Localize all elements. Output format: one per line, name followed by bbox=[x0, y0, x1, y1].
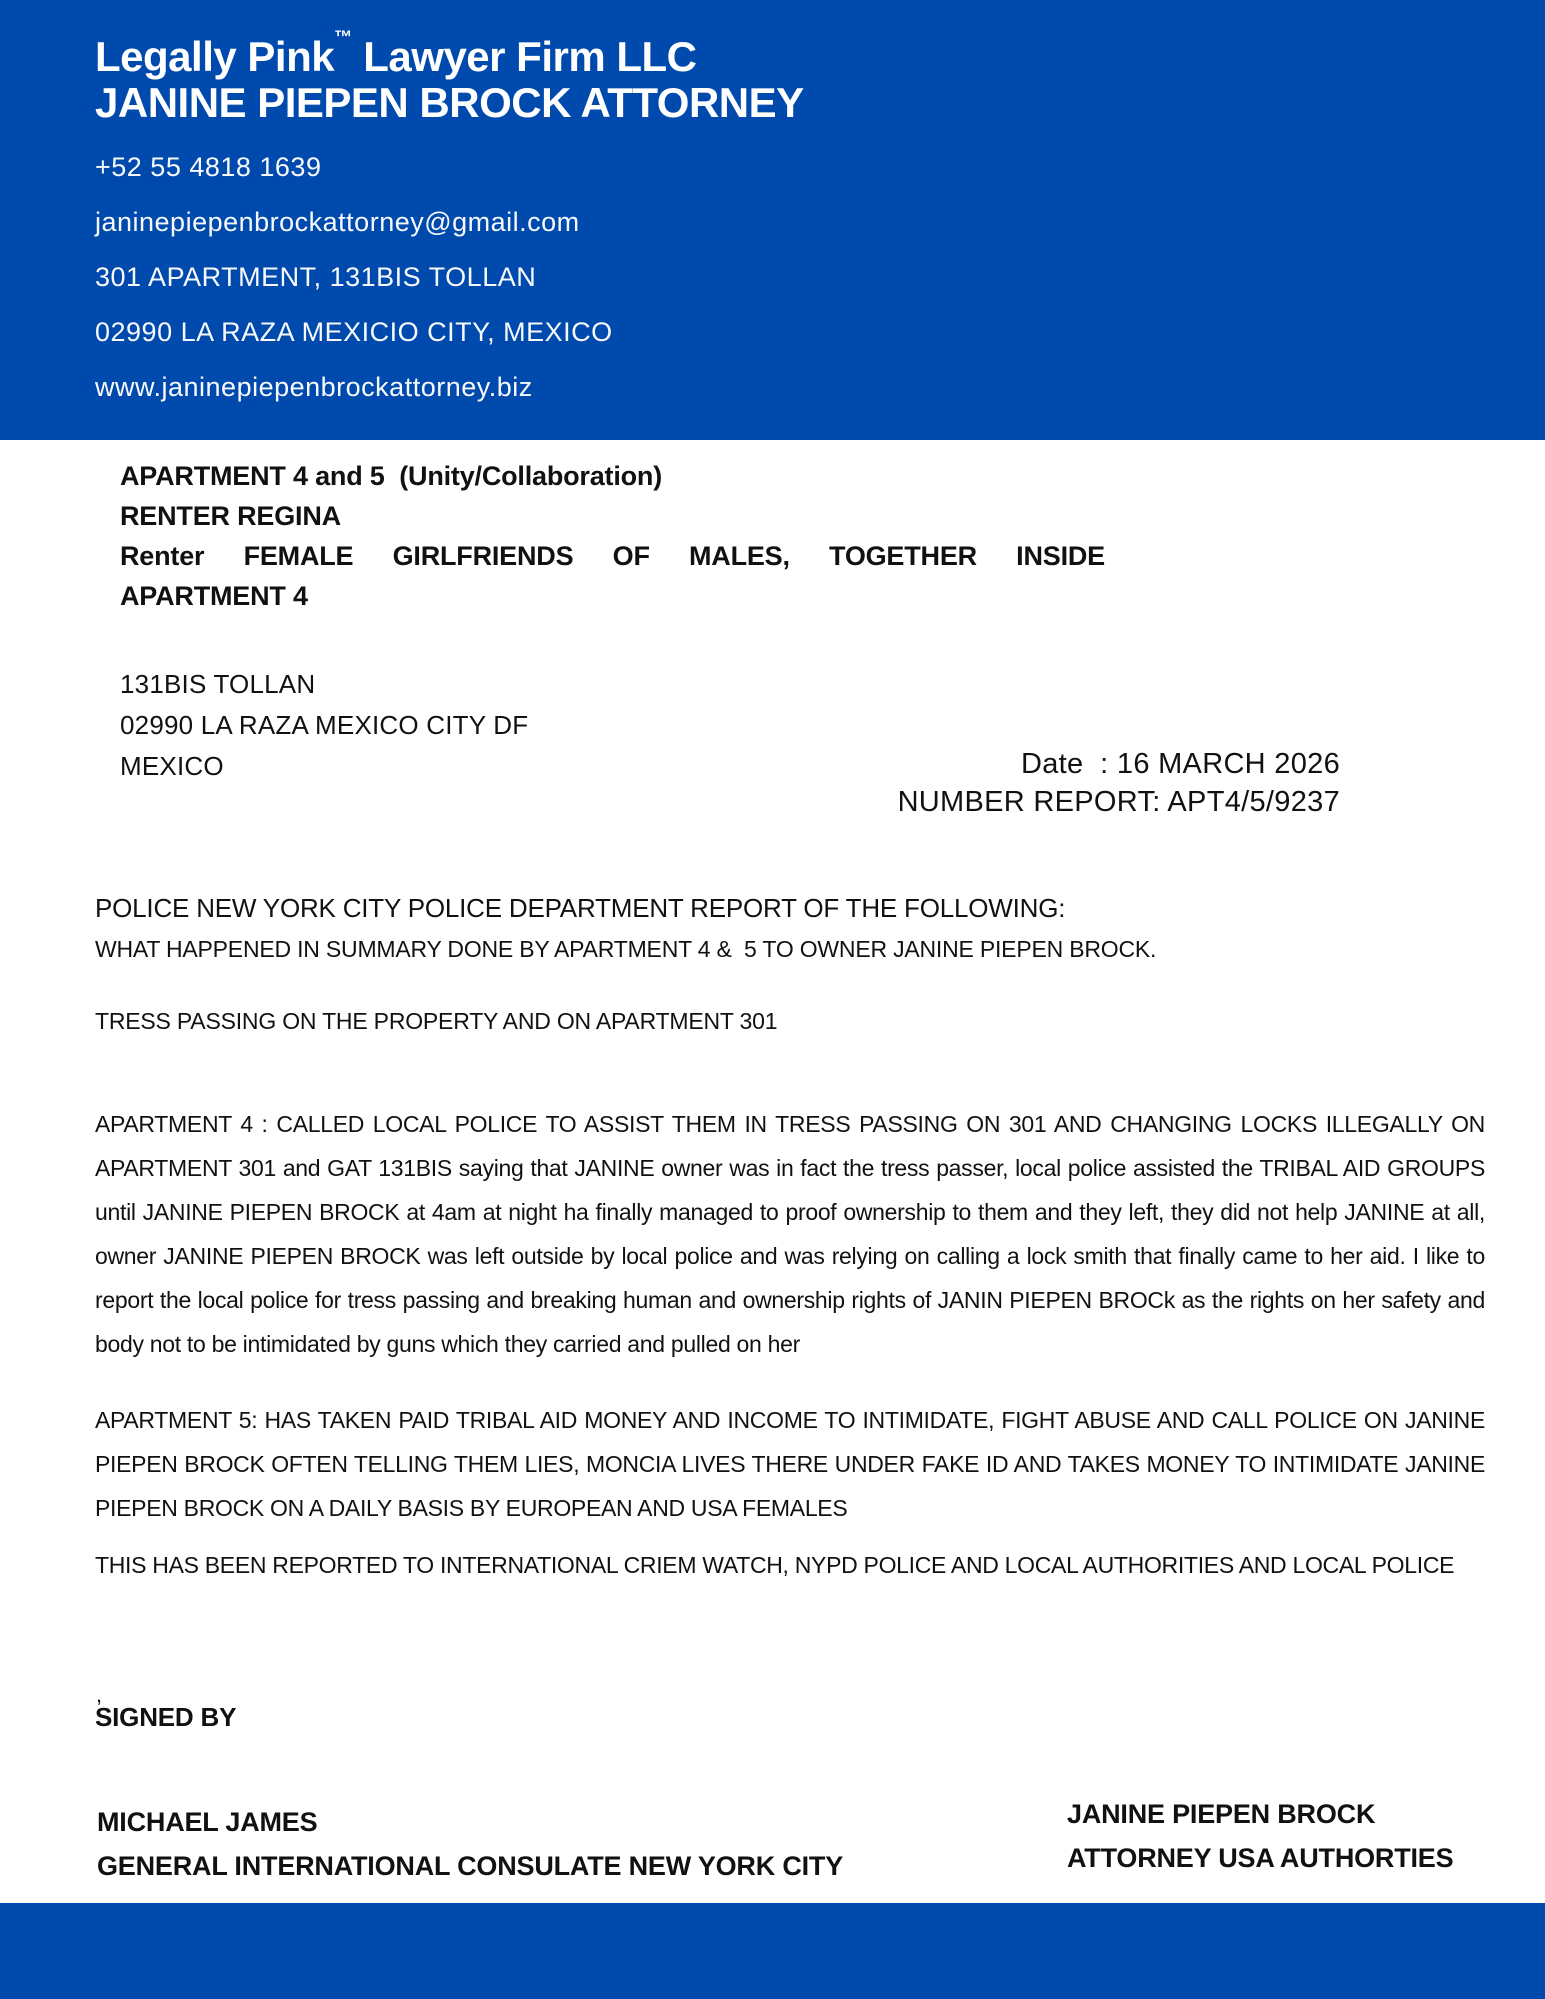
firm-name-suffix: Lawyer Firm LLC bbox=[352, 33, 697, 80]
reported-to-line: THIS HAS BEEN REPORTED TO INTERNATIONAL CRIEM WATCH, NYPD POLICE AND LOCAL AUTHORITIES AND LOCAL POLICE bbox=[95, 1552, 1455, 1578]
report-number: NUMBER REPORT: APT4/5/9237 bbox=[897, 786, 1340, 818]
subject-line-apartments: APARTMENT 4 and 5 (Unity/Collaboration) bbox=[120, 461, 663, 491]
stray-comma: , bbox=[96, 1682, 103, 1707]
signature-left-block bbox=[97, 1800, 843, 1888]
recipient-address-block bbox=[120, 664, 528, 787]
recipient-country: MEXICO bbox=[120, 751, 224, 781]
paragraph-apartment-4: APARTMENT 4 : CALLED LOCAL POLICE TO ASSIST THEM IN TRESS PASSING ON 301 AND CHANGING LOCKS ILLEGALLY ON APARTMENT 301 and GAT 131BIS saying that JANINE owner was in fact the tress passer, local police assisted the TRIBAL AID GROUPS until JANINE PIEPEN BROCK at 4am at night ha finally managed to proof ownership to them and they left, they did not help JANINE at all, owner JANINE PIEPEN BROCK was left outside by local police and was relying on calling a lock smith that finally came to her aid. I like to report the local police for tress passing and breaking human and ownership rights of JANIN PIEPEN BROCk as the rights on her safety and body not to be intimidated by guns which they carried and pulled on her bbox=[95, 1111, 1485, 1357]
report-date: Date : 16 MARCH 2026 bbox=[1021, 748, 1340, 780]
report-intro-heading: POLICE NEW YORK CITY POLICE DEPARTMENT REPORT OF THE FOLLOWING: bbox=[95, 893, 1066, 923]
recipient-city: 02990 LA RAZA MEXICO CITY DF bbox=[120, 710, 529, 740]
signed-by-label: SIGNED BY bbox=[95, 1702, 237, 1732]
attorney-name-heading: JANINE PIEPEN BROCK ATTORNEY bbox=[95, 79, 804, 126]
firm-name-text: Legally Pink bbox=[95, 33, 335, 80]
report-intro-subheading: WHAT HAPPENED IN SUMMARY DONE BY APARTMENT 4 & 5 TO OWNER JANINE PIEPEN BROCK. bbox=[95, 936, 1157, 962]
signature-right-block bbox=[1067, 1792, 1453, 1880]
subject-line-renter: RENTER REGINA bbox=[120, 501, 341, 531]
subject-line-apartment4: APARTMENT 4 bbox=[120, 581, 308, 611]
firm-name bbox=[95, 28, 697, 80]
phone-number: +52 55 4818 1639 bbox=[95, 152, 322, 182]
report-meta-block bbox=[898, 745, 1340, 821]
website-url: www.janinepiepenbrockattorney.biz bbox=[95, 372, 533, 402]
letterhead bbox=[0, 0, 1545, 440]
street-address: 301 APARTMENT, 131BIS TOLLAN bbox=[95, 262, 537, 292]
report-subject-reference: TRESS PASSING ON THE PROPERTY AND ON APARTMENT 301 bbox=[95, 1008, 778, 1034]
subject-line-girlfriends: Renter FEMALE GIRLFRIENDS OF MALES, TOGETHER INSIDE bbox=[120, 541, 1105, 571]
signature-left-name: MICHAEL JAMES bbox=[97, 1807, 318, 1837]
subject-block bbox=[120, 456, 1105, 616]
signature-left-title: GENERAL INTERNATIONAL CONSULATE NEW YORK CITY bbox=[97, 1851, 844, 1881]
email-address: janinepiepenbrockattorney@gmail.com bbox=[95, 207, 580, 237]
trademark-symbol: ™ bbox=[334, 27, 353, 47]
signature-right-title: ATTORNEY USA AUTHORTIES bbox=[1067, 1843, 1454, 1873]
city-address: 02990 LA RAZA MEXICIO CITY, MEXICO bbox=[95, 317, 613, 347]
recipient-street: 131BIS TOLLAN bbox=[120, 669, 316, 699]
signature-right-name: JANINE PIEPEN BROCK bbox=[1067, 1799, 1376, 1829]
paragraph-apartment-5: APARTMENT 5: HAS TAKEN PAID TRIBAL AID MONEY AND INCOME TO INTIMIDATE, FIGHT ABUSE AND CALL POLICE ON JANINE PIEPEN BROCK OFTEN TELLING THEM LIES, MONCIA LIVES THERE UNDER FAKE ID AND TAKES MONEY TO INTIMIDATE JANINE PIEPEN BROCK ON A DAILY BASIS BY EUROPEAN AND USA FEMALES bbox=[95, 1407, 1485, 1521]
footer-band bbox=[0, 1903, 1545, 1999]
